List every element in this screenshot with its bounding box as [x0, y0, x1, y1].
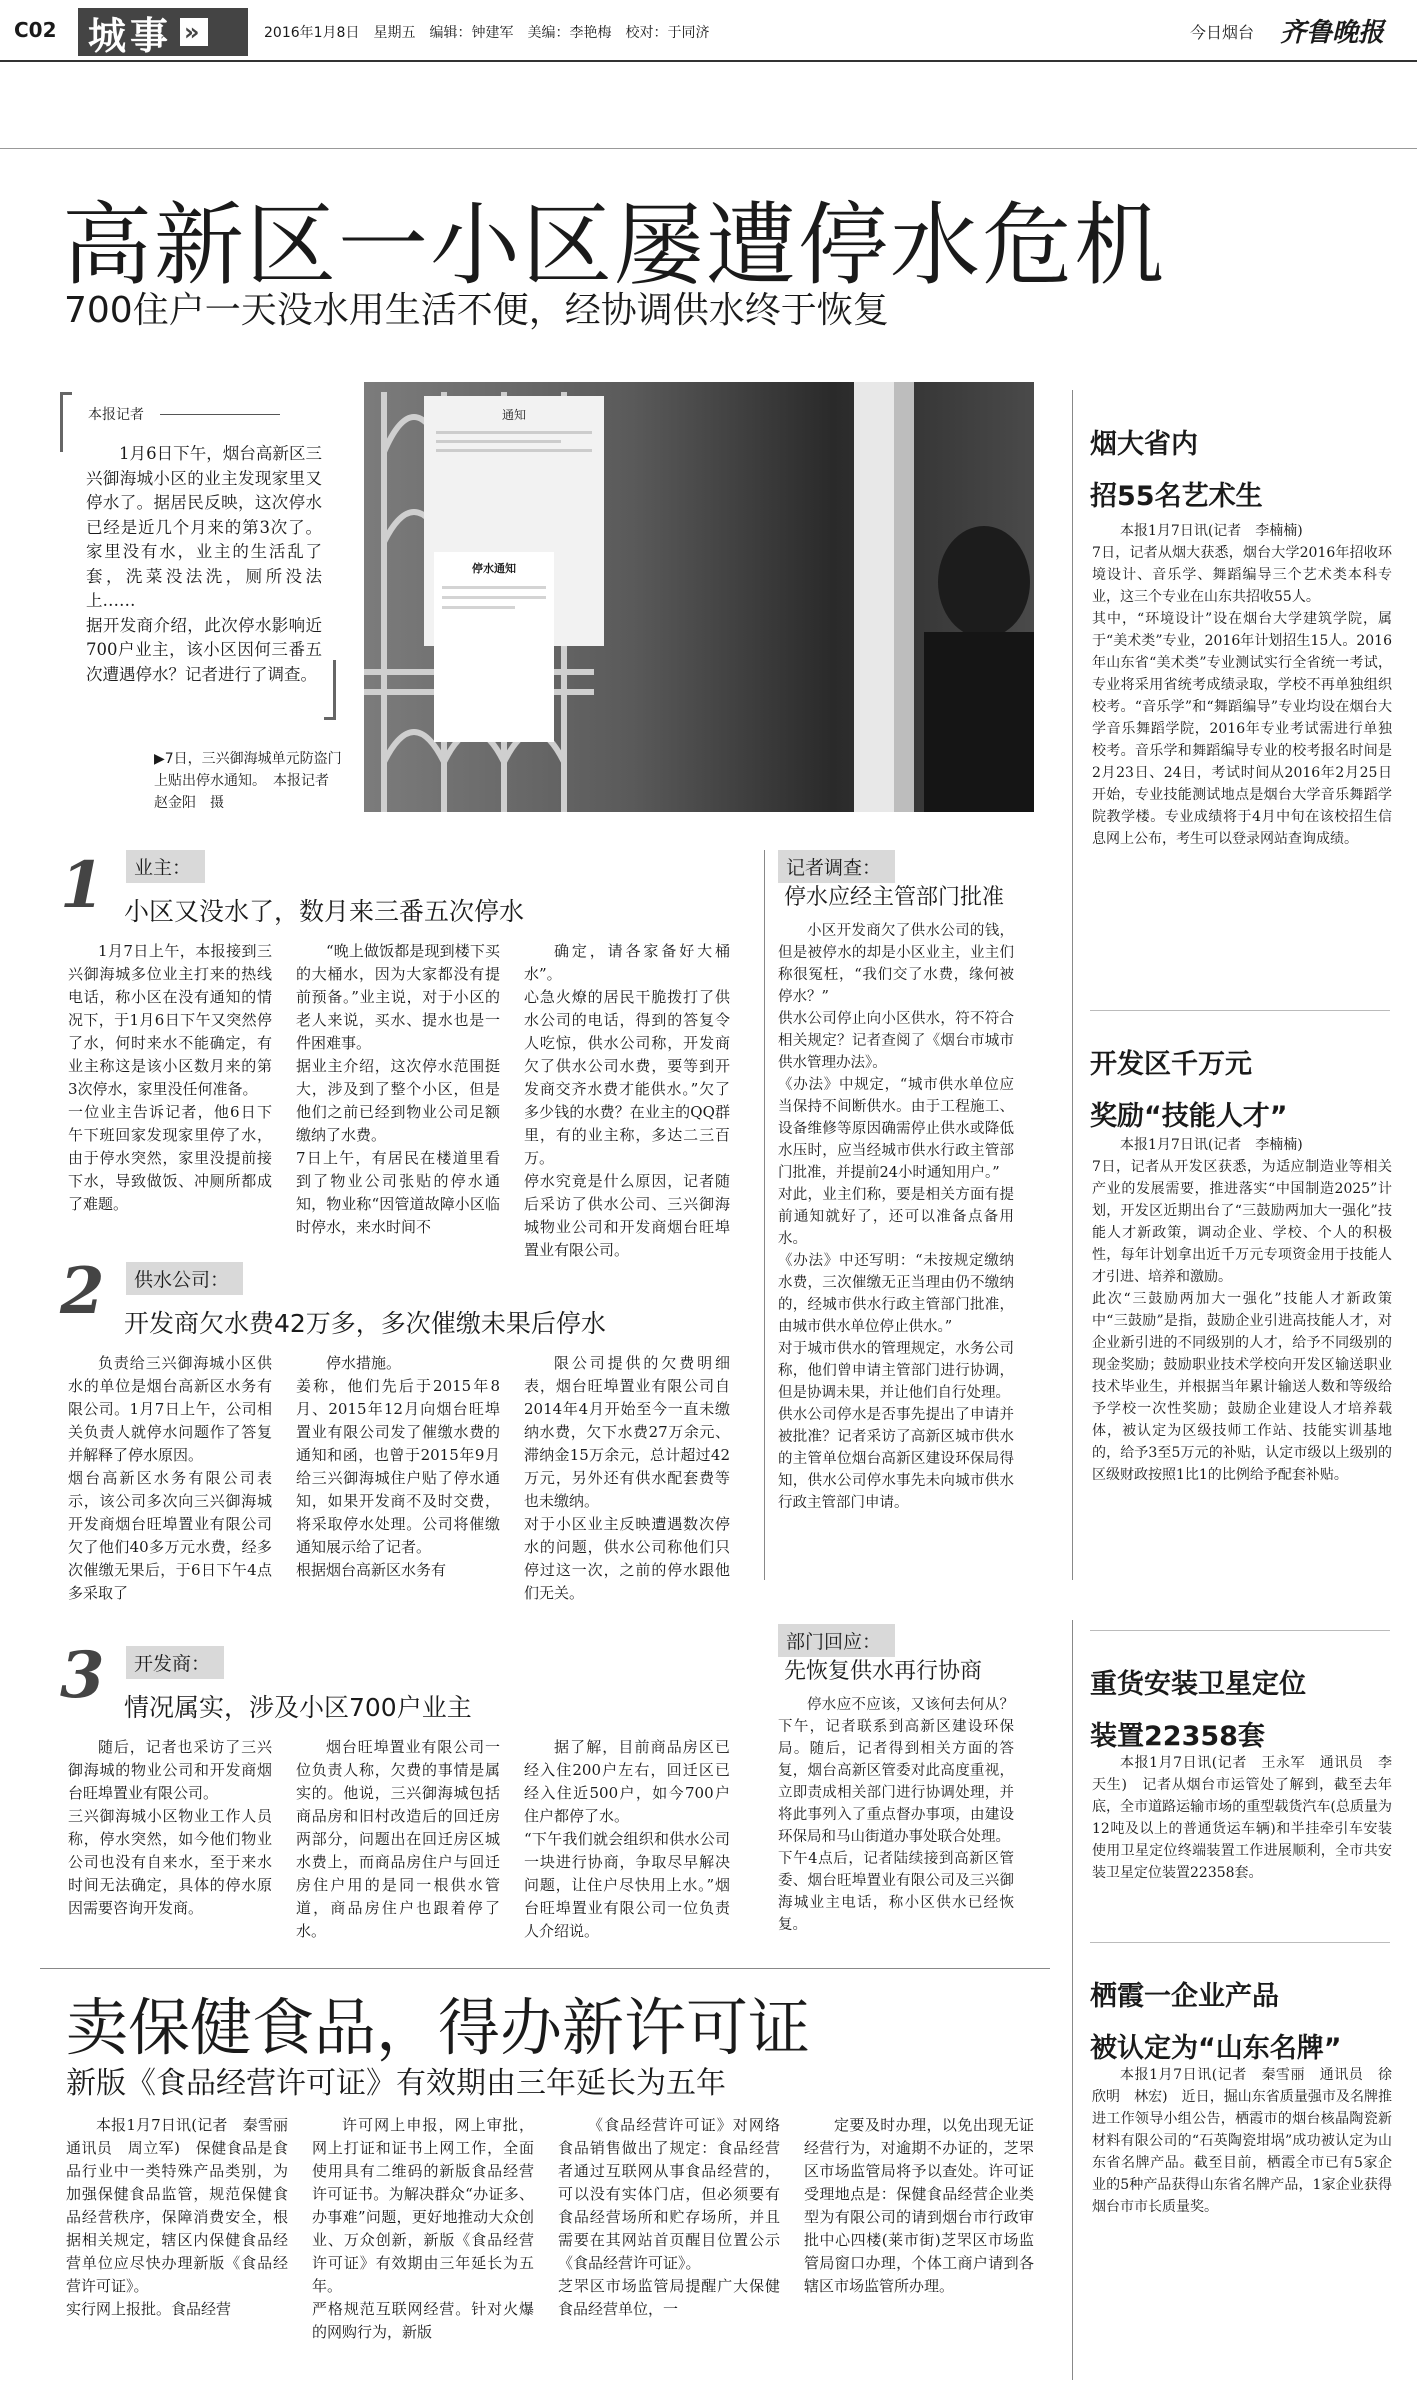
side-story-3-text: 本报1月7日讯(记者 王永军 通讯员 李天生) 记者从烟台市运管处了解到，截至去年底，全市道路运输市场的重型载货汽车(总质量为12吨及以上的普通货运车辆)和半挂牵引车安装使用卫星定位终端装置工作进展顺利，全市共安装卫星定位装置22358套。 [1092, 1755, 1392, 1881]
section-2-headline: 开发商欠水费42万多，多次催缴未果后停水 [124, 1309, 606, 1338]
side-rule-1 [1090, 1010, 1390, 1011]
header-rule [0, 60, 1417, 62]
side-story-1-headline: 烟大省内 招55名艺术生 [1090, 429, 1263, 512]
section-1-col-3: 确定，请各家备好大桶水”。 心急火燎的居民干脆拨打了供水公司的电话，得到的答复令人吃惊，供水公司称，开发商欠了供水公司水费，要等到开发商交齐水费才能供水。”欠了多少钱的水费？在业主的QQ群里，有的业主称，多达二三百万。 停水究竟是什么原因，记者随后采访了供水公司、三兴御海城物业公司和开发商烟台旺埠置业有限公司。 [524, 942, 730, 1259]
food-col-3: 《食品经营许可证》对网络食品销售做出了规定：食品经营者通过互联网从事食品经营的，可以没有实体门店，但必须要有食品经营场所和贮存场所，并且需要在其网站首页醒目位置公示《食品经营许可证》。 芝罘区市场监管局提醒广大保健食品经营单位，一 [558, 2116, 780, 2318]
section-2-number: 2 [60, 1254, 105, 1329]
side-rule-3 [1090, 1942, 1390, 1943]
section-arrow-icon: » [180, 18, 208, 46]
section-2-col-3: 限公司提供的欠费明细表，烟台旺埠置业有限公司自2014年4月开始至今一直未缴纳水费，欠下水费27万余元、滞纳金15万余元，总计超过42万元，另外还有供水配套费等也未缴纳。 对于小区业主反映遭遇数次停水的问题，供水公司称他们只停过这一次，之前的停水跟他们无关。 [524, 1354, 730, 1602]
side-column-rule-lower [1072, 1620, 1073, 2380]
section-3-col-2: 烟台旺埠置业有限公司一位负责人称，欠费的事情是属实的。他说，三兴御海城包括商品房和旧村改造后的回迁房两部分，问题出在回迁房区城水费上，而商品房住户与回迁房住户用的是同一根供水管道，商品房住户也跟着停了水。 [296, 1738, 500, 1940]
header-meta: 2016年1月8日 星期五 编辑：钟建军 美编：李艳梅 校对：于同济 [264, 25, 710, 41]
response-tag: 部门回应： [778, 1624, 895, 1657]
response-text: 停水应不应该，又该何去何从？下午，记者联系到高新区建设环保局。随后，记者得到相关方面的答复，烟台高新区管委对此高度重视，立即责成相关部门进行协调处理，并将此事列入了重点督办事项，由建设环保局和马山街道办事处联合处理。 下午4点后，记者陆续接到高新区管委、烟台旺埠置业有限公司及三兴御海城业主电话，称小区供水已经恢复。 [778, 1697, 1014, 1933]
photo-caption: ▶7日，三兴御海城单元防盗门上贴出停水通知。 本报记者 赵金阳 摄 [154, 751, 343, 811]
lead-title: 高新区一小区屡遭停水危机 [62, 193, 1166, 298]
side-story-2-headline: 开发区千万元 奖励“技能人才” [1090, 1049, 1288, 1132]
response-headline: 先恢复供水再行协商 [784, 1659, 983, 1684]
side-story-4-text: 本报1月7日讯(记者 秦雪丽 通讯员 徐欣明 林宏) 近日，掘山东省质量强市及名牌推进工作领导小组公告，栖霞市的烟台核晶陶瓷新材料有限公司的“石英陶瓷坩埚”成功被认定为山东省名牌产品。截至目前，栖霞全市已有5家企业的5种产品获得山东省名牌产品，1家企业获得烟台市市长质量奖。 [1092, 2067, 1392, 2215]
section-3-tag: 开发商： [126, 1646, 224, 1679]
notice-paper-2 [434, 552, 554, 742]
food-col-1: 本报1月7日讯(记者 秦雪丽 通讯员 周立军) 保健食品是食品行业中一类特殊产品类别，为加强保健食品监管，规范保健食品经营秩序，保障消费安全，根据相关规定，辖区内保健食品经营单位应尽快办理新版《食品经营许可证》。 实行网上报批。食品经营 [66, 2116, 288, 2318]
bracket-bottom-right [324, 660, 336, 720]
section-3-col-1: 随后，记者也采访了三兴御海城的物业公司和开发商烟台旺埠置业有限公司。 三兴御海城小区物业工作人员称，停水突然，如今他们物业公司也没有自来水，至于来水时间无法确定，具体的停水原因需要咨询开发商。 [68, 1738, 272, 1917]
section-2-tag: 供水公司： [126, 1262, 243, 1295]
lead-intro: 1月6日下午，烟台高新区三兴御海城小区的业主发现家里又停水了。据居民反映，这次停水已经是近几个月来的第3次了。家里没有水，业主的生活乱了套，洗菜没法洗，厕所没法上…… 据开发商介绍，此次停水影响近700户业主，该小区因何三番五次遭遇停水？记者进行了调查。 [86, 444, 322, 684]
lead-subtitle: 700住户一天没水用生活不便，经协调供水终于恢复 [64, 290, 889, 331]
section-1-tag: 业主： [126, 850, 205, 883]
food-title: 卖保健食品，得办新许可证 [66, 1991, 811, 2064]
section-3-headline: 情况属实，涉及小区700户业主 [124, 1693, 472, 1722]
section-3-number: 3 [60, 1638, 105, 1713]
top-rule [0, 148, 1417, 149]
food-subtitle: 新版《食品经营许可证》有效期由三年延长为五年 [66, 2066, 726, 2101]
side-story-1-text: 本报1月7日讯(记者 李楠楠) 7日，记者从烟大获悉，烟台大学2016年招收环境设计、音乐学、舞蹈编导三个艺术类本科专业，这三个专业在山东共招收55人。 其中，“环境设计”设在烟台大学建筑学院，属于“美术类”专业，2016年计划招生15人。2016年山东省“美术类”专业测试实行全省统一考试，专业将采用省统考成绩录取，学校不再单独组织校考。“音乐学”和“舞蹈编导”专业均设在烟台大学音乐舞蹈学院，2016年专业考试需进行单独校考。音乐学和舞蹈编导专业的校考报名时间是2月23日、24日，考试时间从2016年2月25日开始，专业技能测试地点是烟台大学音乐舞蹈学院教学楼。专业成绩将于4月中旬在该校招生信息网上公布，考生可以登录网站查询成绩。 [1092, 523, 1392, 847]
side-story-4-headline: 栖霞一企业产品 被认定为“山东名牌” [1090, 1981, 1342, 2064]
byline-rule [160, 414, 280, 415]
section-1-number: 1 [60, 848, 105, 923]
section-2-col-1: 负责给三兴御海城小区供水的单位是烟台高新区水务有限公司。1月7日上午，公司相关负责人就停水问题作了答复并解释了停水原因。 烟台高新区水务有限公司表示，该公司多次向三兴御海城开发商烟台旺埠置业有限公司欠了他们40多万元水费，经多次催缴无果后，于6日下午4点多采取了 [68, 1354, 272, 1602]
side-column-rule [1072, 390, 1073, 1580]
food-col-2: 许可网上申报，网上审批，网上打证和证书上网工作，全面使用具有二维码的新版食品经营许可证书。为解决群众“办证多、办事难”问题，更好地推动大众创业、万众创新，新版《食品经营许可证》有效期由三年延长为五年。 严格规范互联网经营。针对火爆的网购行为，新版 [312, 2116, 534, 2341]
side-rule-2 [1090, 1630, 1390, 1631]
section-3-col-3: 据了解，目前商品房区已经入住200户左右，回迁区已经入住近500户，如今700户住户都停了水。 “下午我们就会组织和供水公司一块进行协商，争取尽早解决问题，让住户尽快用上水。”烟台旺埠置业有限公司一位负责人介绍说。 [524, 1738, 730, 1940]
notice-title: 通知 [501, 408, 526, 422]
side-story-2-text: 本报1月7日讯(记者 李楠楠) 7日，记者从开发区获悉，为适应制造业等相关产业的发展需要，推进落实“中国制造2025”计划，开发区近期出台了“三鼓励两加大一强化”技能人才新政策，调动企业、学校、个人的积极性，每年计划拿出近千万元专项资金用于技能人才引进、培养和激励。 此次“三鼓励两加大一强化”技能人才新政策中“三鼓励”是指，鼓励企业引进高技能人才，对企业新引进的不同级别的人才，给予不同级别的现金奖励；鼓励职业技术学校向开发区输送职业技术毕业生，并根据当年累计输送人数和等级给予学校一次性奖励；鼓励企业建设人才培养载体，被认定为区级技师工作站、技能实训基地的，给予3至5万元的补贴，认定市级以上级别的区级财政按照1比1的比例给予配套补贴。 [1092, 1137, 1392, 1483]
news-photo [364, 382, 1034, 812]
lead-byline: 本报记者 [88, 407, 144, 423]
section-1-col-2: “晚上做饭都是现到楼下买的大桶水，因为大家都没有提前预备。”业主说，对于小区的老人来说，买水、提水也是一件困难事。 据业主介绍，这次停水范围挺大，涉及到了整个小区，但是他们之前已经到物业公司足额缴纳了水费。 7日上午，有居民在楼道里看到了物业公司张贴的停水通知，物业称“因管道故障小区临时停水，来水时间不 [296, 942, 500, 1236]
notice2-title: 停水通知 [472, 562, 516, 575]
page-number: C02 [14, 18, 57, 42]
section-name: 城事 [88, 13, 173, 58]
edition-name: 今日烟台 [1190, 23, 1255, 42]
side-story-3-headline: 重货安装卫星定位 装置22358套 [1090, 1669, 1306, 1752]
section-1-col-1: 1月7日上午，本报接到三兴御海城多位业主打来的热线电话，称小区在没有通知的情况下，于1月6日下午又突然停了水，何时来水不能确定，有业主称这是该小区数月来的第3次停水，家里没任何准备。 一位业主告诉记者，他6日下午下班回家发现家里停了水，由于停水突然，家里没提前接下水，导致做饭、冲厕所都成了难题。 [68, 942, 272, 1213]
section-label [78, 8, 248, 56]
paper-logo: 齐鲁晚报 [1280, 18, 1385, 48]
food-col-4: 定要及时办理，以免出现无证经营行为，对逾期不办证的，芝罘区市场监管局将予以查处。许可证受理地点是：保健食品经营企业类型为有限公司的请到烟台市行政审批中心四楼(莱市街)芝罘区市场监管局窗口办理，个体工商户请到各辖区市场监管所办理。 [804, 2116, 1034, 2295]
reporter-tag: 记者调查： [778, 850, 895, 883]
bracket-top-left [60, 392, 72, 452]
reporter-headline: 停水应经主管部门批准 [784, 885, 1005, 910]
food-top-rule [40, 1968, 1050, 1969]
reporter-text: 小区开发商欠了供水公司的钱，但是被停水的却是小区业主，业主们称很冤枉，“我们交了水费，缘何被停水？” 供水公司停止向小区供水，符不符合相关规定？记者查阅了《烟台市城市供水管理办法》。 《办法》中规定，“城市供水单位应当保持不间断供水。由于工程施工、设备维修等原因确需停止供水或降低水压时，应当经城市供水行政主管部门批准，并提前24小时通知用户。” 对此，业主们称，要是相关方面有提前通知就好了，还可以准备点备用水。 《办法》中还写明：“未按规定缴纳水费，三次催缴无正当理由仍不缴纳的，经城市供水行政主管部门批准，由城市供水单位停止供水。” 对于城市供水的管理规定，水务公司称，他们曾申请主管部门进行协调，但是协调未果，并让他们自行处理。 供水公司停水是否事先提出了申请并被批准？记者采访了高新区城市供水的主管单位烟台高新区建设环保局得知，供水公司停水事先未向城市供水行政主管部门申请。 [778, 923, 1014, 1511]
section-2-col-2: 停水措施。 姜称，他们先后于2015年8月、2015年12月向烟台旺埠置业有限公司发了催缴水费的通知和函，也曾于2015年9月给三兴御海城住户贴了停水通知，如果开发商不及时交费，将采取停水处理。公司将催缴通知展示给了记者。 根据烟台高新区水务有 [296, 1354, 500, 1579]
reporter-column-rule [764, 850, 765, 1580]
section-1-headline: 小区又没水了，数月来三番五次停水 [124, 897, 525, 926]
